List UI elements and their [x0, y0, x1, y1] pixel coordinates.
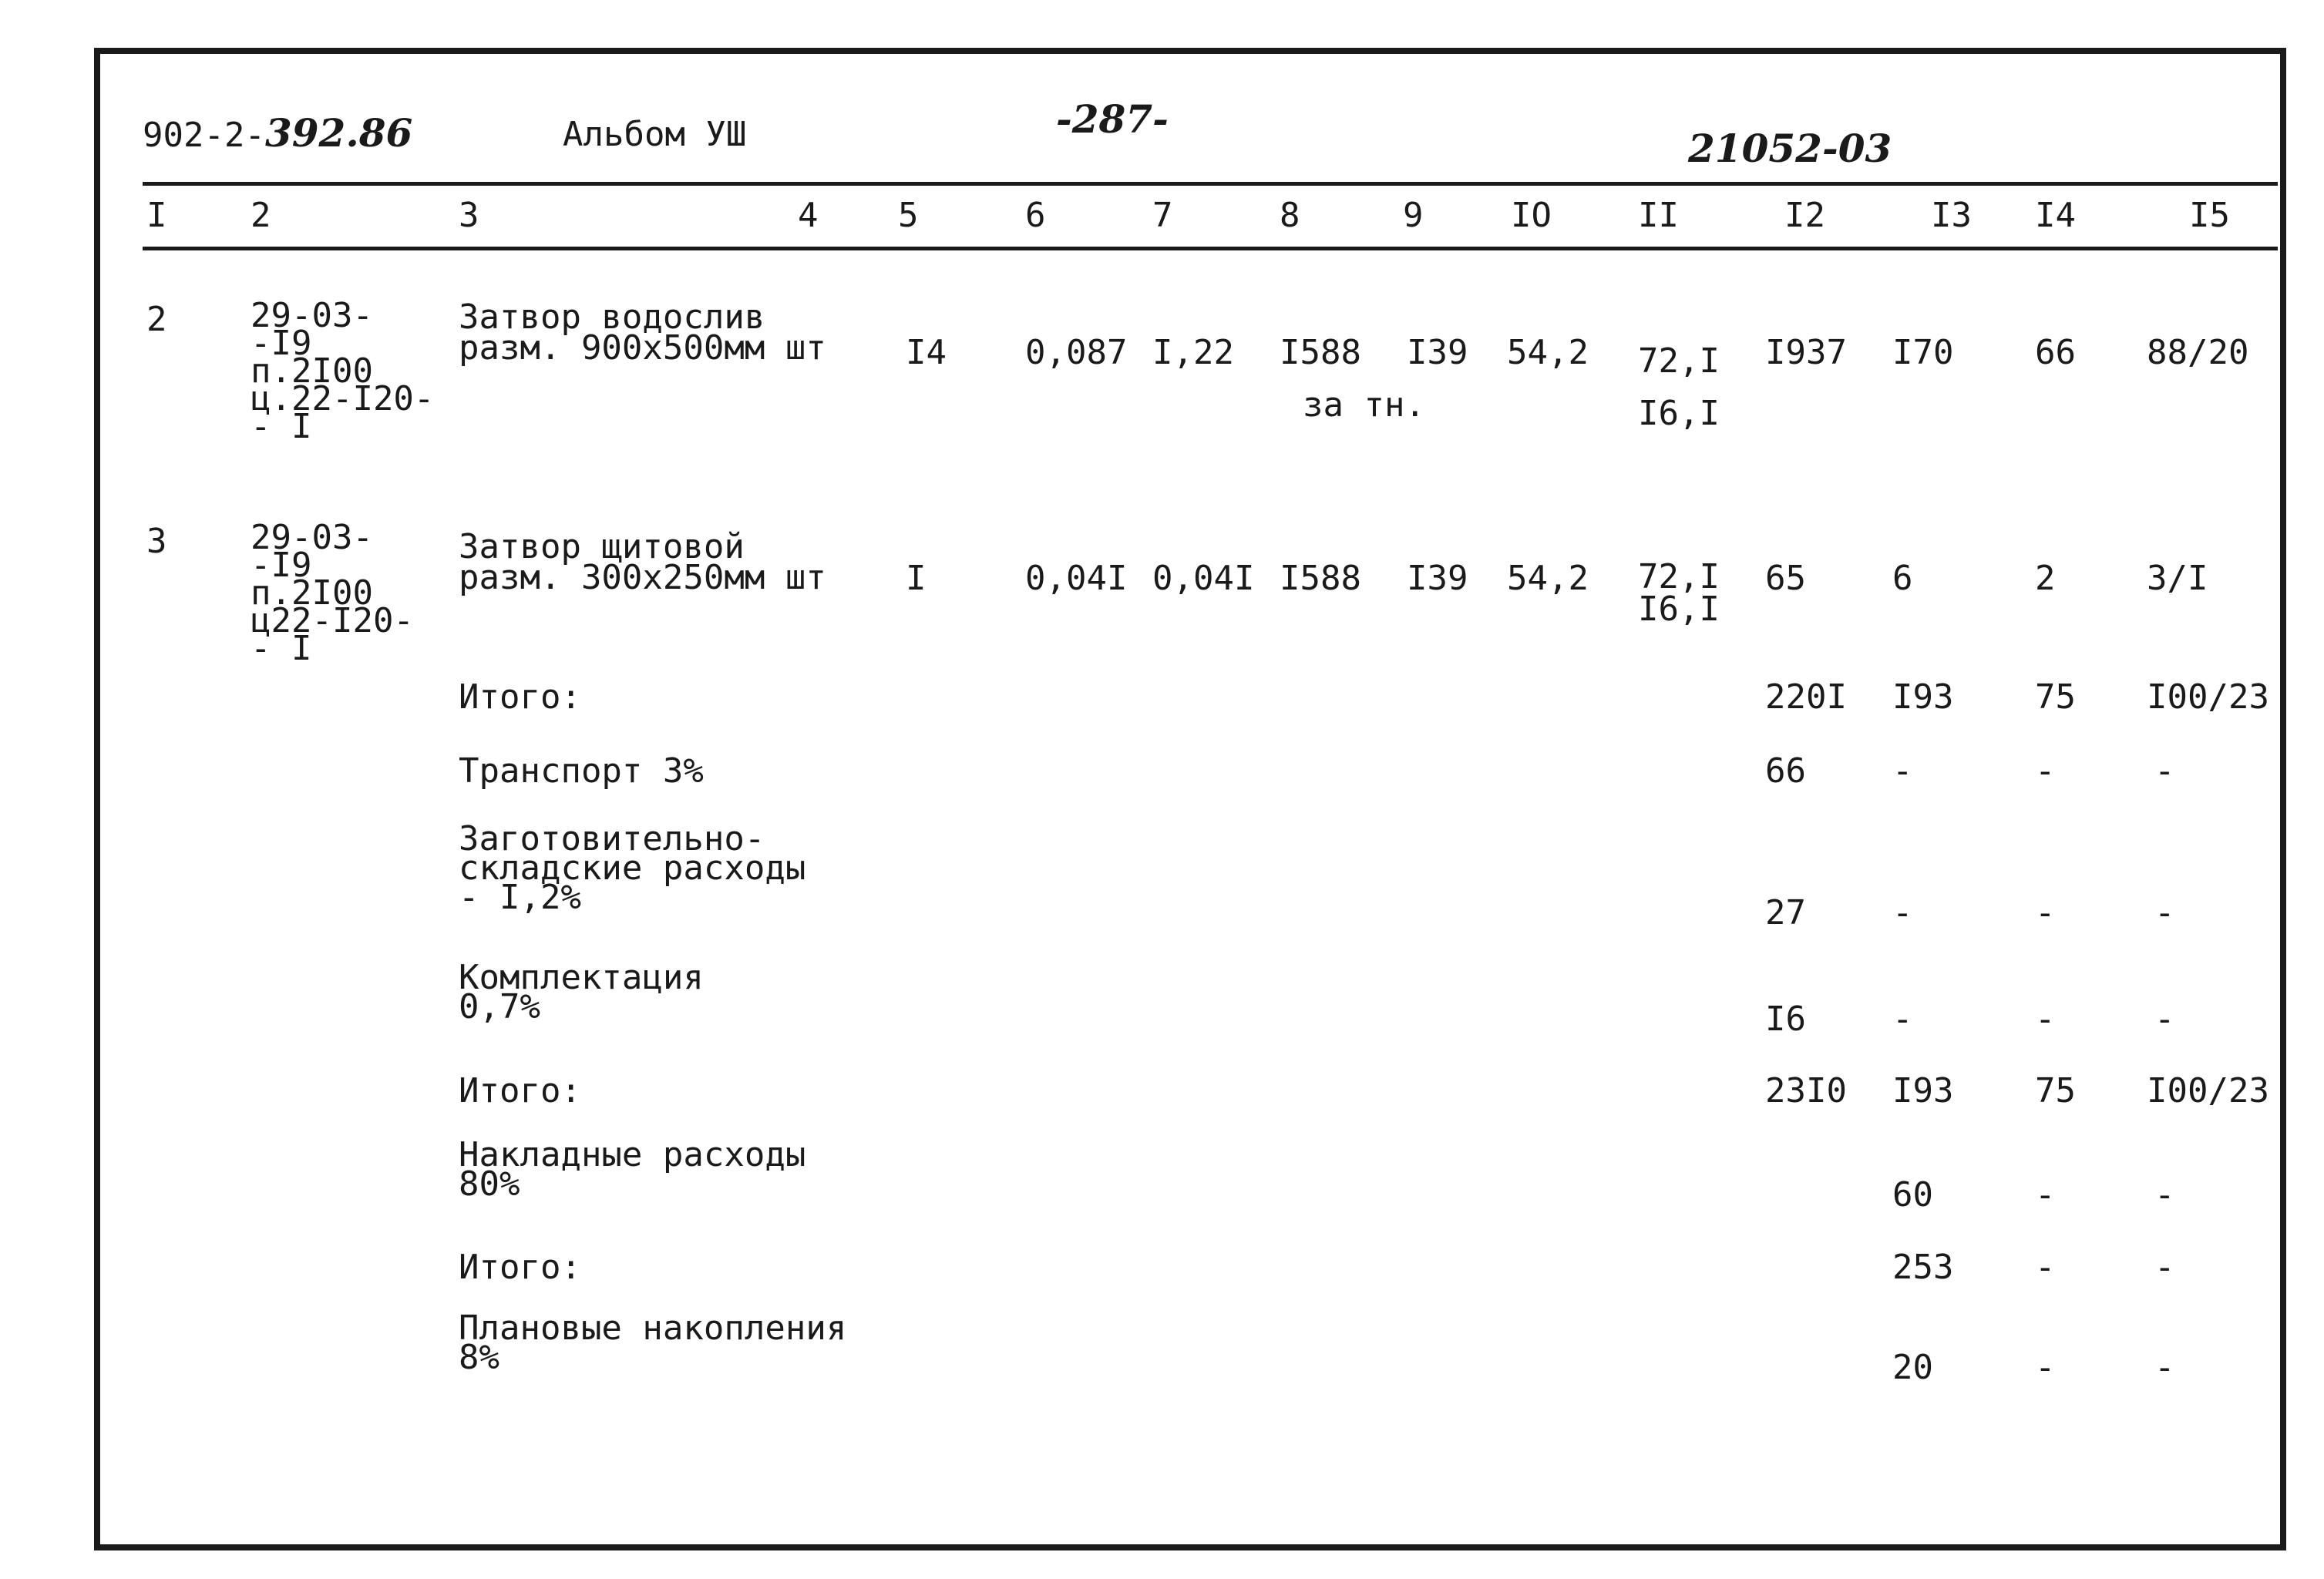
- summary-label: Накладные расходы 80%: [459, 1135, 806, 1204]
- summary-col13: I93: [1892, 1071, 1954, 1110]
- col-header-4: 4: [798, 196, 819, 235]
- table-row-number: 3: [146, 522, 167, 561]
- summary-col15: -: [2154, 999, 2175, 1039]
- table-row-col5: I: [906, 559, 927, 598]
- doc-number: [143, 110, 413, 156]
- summary-label: Комплектация 0,7%: [459, 958, 704, 1026]
- table-row-col6: 0,087: [1025, 333, 1128, 372]
- table-row-col12: I937: [1765, 333, 1847, 372]
- summary-col12: 220I: [1765, 677, 1847, 717]
- doc-number-prefix: 902-2-: [143, 116, 265, 155]
- summary-col14: -: [2035, 999, 2056, 1039]
- summary-col14: 75: [2035, 1071, 2076, 1110]
- col-header-12: I2: [1784, 196, 1825, 235]
- summary-label: Итого:: [459, 1071, 581, 1110]
- table-row-col15: 3/I: [2147, 559, 2208, 598]
- table-row-col11: 72,I I6,I: [1638, 557, 1720, 629]
- summary-label: Итого:: [459, 677, 581, 717]
- column-header-rule: [143, 247, 2278, 250]
- summary-col12: 23I0: [1765, 1071, 1847, 1110]
- col-header-14: I4: [2035, 196, 2076, 235]
- summary-label: Заготовительно- складские расходы - I,2%: [459, 819, 806, 917]
- table-row-col9: I39: [1407, 559, 1468, 598]
- table-row-col13: 6: [1892, 559, 1913, 598]
- col-header-6: 6: [1025, 196, 1046, 235]
- summary-col14: -: [2035, 751, 2056, 791]
- table-row-col8-note: за тн.: [1303, 385, 1425, 425]
- summary-col12: 66: [1765, 751, 1806, 791]
- summary-col13: -: [1892, 893, 1913, 932]
- summary-col14: -: [2035, 1348, 2056, 1387]
- col-header-9: 9: [1403, 196, 1424, 235]
- summary-col13: 253: [1892, 1248, 1954, 1287]
- table-row-col15: 88/20: [2147, 333, 2249, 372]
- table-row-col5: I4: [906, 333, 947, 372]
- summary-col15: -: [2154, 1348, 2175, 1387]
- summary-col15: -: [2154, 893, 2175, 932]
- summary-col12: 27: [1765, 893, 1806, 932]
- table-row-col14: 66: [2035, 333, 2076, 372]
- table-row-col10: 54,2: [1507, 559, 1589, 598]
- summary-col14: -: [2035, 1248, 2056, 1287]
- summary-col15: -: [2154, 751, 2175, 791]
- summary-col14: -: [2035, 893, 2056, 932]
- table-row-reference: 29-03- -I9 п.2I00 ц22-I20- - I: [251, 518, 414, 668]
- table-row-col12: 65: [1765, 559, 1806, 598]
- col-header-8: 8: [1280, 196, 1300, 235]
- doc-number-handwritten: 392.86: [264, 110, 413, 156]
- project-code: 21052-03: [1688, 126, 1892, 171]
- table-row-col6: 0,04I: [1025, 559, 1128, 598]
- table-row-col7: I,22: [1152, 333, 1234, 372]
- table-row-col9: I39: [1407, 333, 1468, 372]
- table-row-col8: I588: [1280, 333, 1361, 372]
- album-label: Альбом УШ: [563, 115, 747, 154]
- summary-col13: 20: [1892, 1348, 1933, 1387]
- summary-label: Плановые накопления 8%: [459, 1309, 847, 1377]
- col-header-3: 3: [459, 196, 479, 235]
- summary-col13: 60: [1892, 1175, 1933, 1214]
- col-header-15: I5: [2189, 196, 2230, 235]
- summary-col15: I00/23: [2147, 1071, 2269, 1110]
- table-row-name: Затвор водослив разм. 900х500мм шт: [459, 297, 826, 368]
- table-row-col14: 2: [2035, 559, 2056, 598]
- col-header-11: II: [1638, 196, 1679, 235]
- summary-col13: -: [1892, 751, 1913, 791]
- col-header-10: IO: [1511, 196, 1552, 235]
- col-header-2: 2: [251, 196, 271, 235]
- table-row-col7: 0,04I: [1152, 559, 1255, 598]
- header-rule: [143, 182, 2278, 186]
- document-frame: [94, 48, 2286, 1550]
- table-row-col13: I70: [1892, 333, 1954, 372]
- table-row-number: 2: [146, 300, 167, 339]
- summary-col15: -: [2154, 1248, 2175, 1287]
- summary-label: Транспорт 3%: [459, 751, 704, 791]
- table-row-col11: 72,I I6,I: [1638, 341, 1720, 433]
- table-row-reference: 29-03- -I9 п.2I00 ц.22-I20- - I: [251, 296, 435, 446]
- table-row-col8: I588: [1280, 559, 1361, 598]
- col-header-5: 5: [898, 196, 919, 235]
- summary-col14: 75: [2035, 677, 2076, 717]
- summary-label: Итого:: [459, 1248, 581, 1287]
- col-header-13: I3: [1931, 196, 1972, 235]
- summary-col13: I93: [1892, 677, 1954, 717]
- col-header-7: 7: [1152, 196, 1173, 235]
- summary-col14: -: [2035, 1175, 2056, 1214]
- table-row-name: Затвор щитовой разм. 300х250мм шт: [459, 527, 826, 597]
- summary-col15: -: [2154, 1175, 2175, 1214]
- col-header-1: I: [146, 196, 167, 235]
- summary-col15: I00/23: [2147, 677, 2269, 717]
- summary-col12: I6: [1765, 999, 1806, 1039]
- summary-col13: -: [1892, 999, 1913, 1039]
- page-number: -287-: [1056, 96, 1169, 142]
- table-row-col10: 54,2: [1507, 333, 1589, 372]
